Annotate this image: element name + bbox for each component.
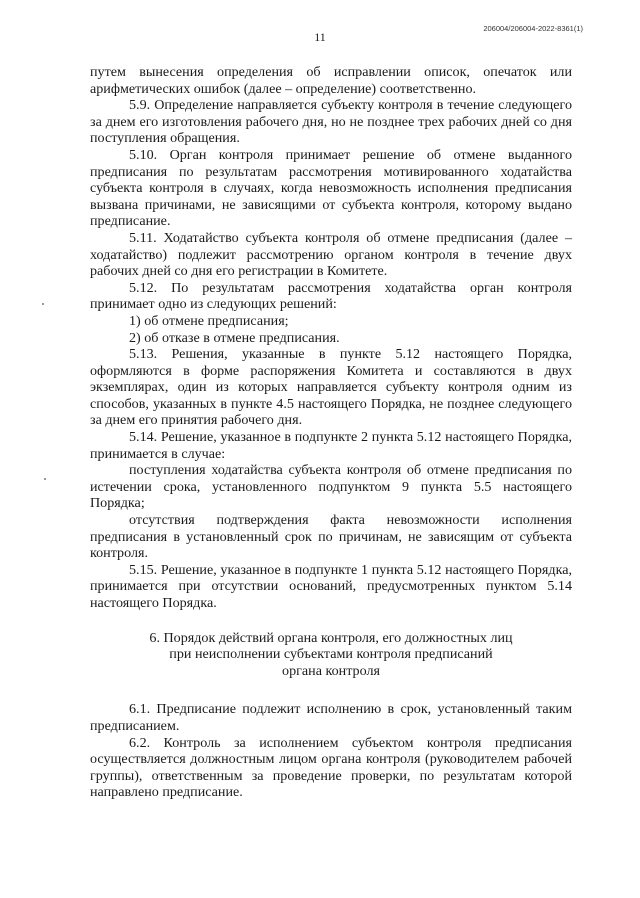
paragraphs-after-heading [90,701,572,801]
scan-speck [42,303,44,305]
scan-speck [44,478,46,480]
document-body [90,64,572,801]
paragraph: 5.13. Решения, указанные в пункте 5.12 настоящего Порядка, оформляются в форме распоряжения Комитета и составляются в двух экземплярах, один из которых направляется субъекту контроля одним из способов, указанных в пункте 4.5 настоящего Порядка, не позднее следующего за днем его принятия рабочего дня. [90,346,572,429]
paragraph: поступления ходатайства субъекта контроля об отмене предписания по истечении срока, установленного подпунктом 9 пункта 5.5 настоящего Порядка; [90,462,572,512]
paragraph: отсутствия подтверждения факта невозможности исполнения предписания в установленный срок по причинам, не зависящим от субъекта контроля. [90,512,572,562]
paragraph: 5.11. Ходатайство субъекта контроля об отмене предписания (далее – ходатайство) подлежит рассмотрению органом контроля в течение двух рабочих дней со дня его регистрации в Комитете. [90,229,572,280]
paragraph: 5.15. Решение, указанное в подпункте 1 пункта 5.12 настоящего Порядка, принимается при отсутствии оснований, предусмотренных пунктом 5.14 настоящего Порядка. [90,561,572,611]
paragraphs-before-heading [90,64,572,612]
paragraph: 1) об отмене предписания; [129,312,289,329]
document-code: 206004/206004-2022-8361(1) [483,24,583,33]
paragraph: 5.14. Решение, указанное в подпункте 2 пункта 5.12 настоящего Порядка, принимается в случае: [90,429,572,462]
section-heading-line-1: 6. Порядок действий органа контроля, его должностных лиц [149,629,513,646]
paragraph: 5.10. Орган контроля принимает решение об отмене выданного предписания по результатам рассмотрения мотивированного ходатайства субъекта контроля в случаях, когда невозможность исполнения предписания вызвана причинами, не зависящими от субъекта контроля, которому выдано предписание. [90,146,572,230]
paragraph: 5.12. По результатам рассмотрения ходатайства орган контроля принимает одно из следующих решений: [90,279,572,313]
paragraph: 5.9. Определение направляется субъекту контроля в течение следующего за днем его изготовления рабочего дня, но не позднее трех рабочих дней со дня поступления обращения. [90,97,572,147]
paragraph: путем вынесения определения об исправлении описок, опечаток или арифметических ошибок (далее – определение) соответственно. [90,64,572,97]
section-heading-line-2: при неисполнении субъектами контроля предписаний [169,646,493,663]
paragraph: 2) об отказе в отмене предписания. [129,329,340,346]
paragraph: 6.1. Предписание подлежит исполнению в срок, установленный таким предписанием. [90,701,572,734]
section-heading-line-3: органа контроля [282,662,380,679]
page-number: 11 [314,30,326,44]
paragraph: 6.2. Контроль за исполнением субъектом контроля предписания осуществляется должностным лицом органа контроля (руководителем рабочей группы), ответственным за проведение проверки, по результатам которой направлено предписание. [90,734,572,801]
section-heading [90,630,572,680]
